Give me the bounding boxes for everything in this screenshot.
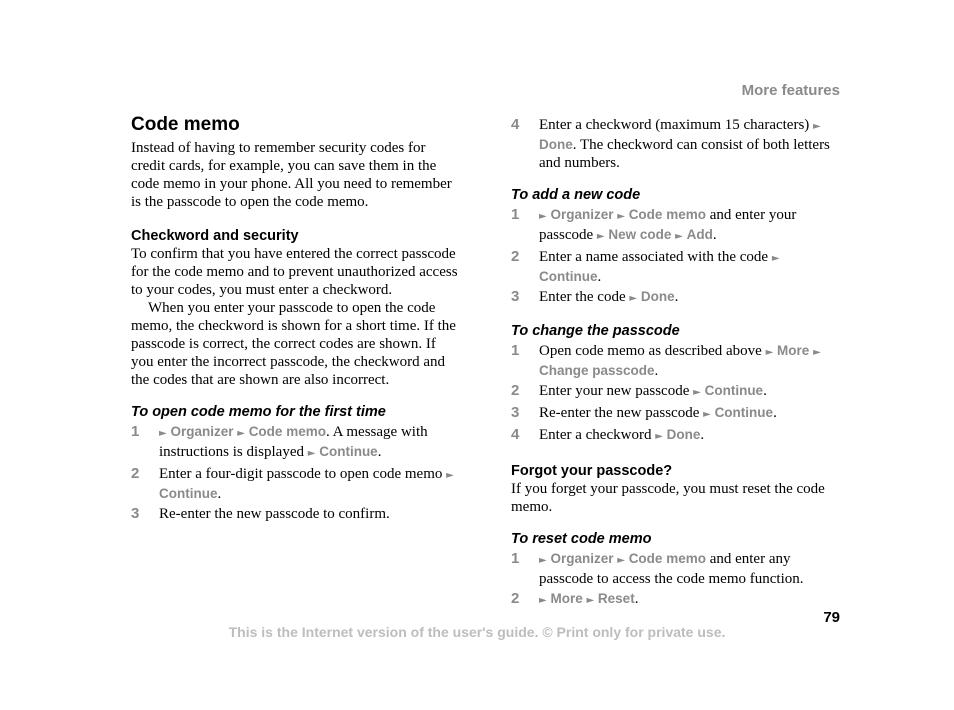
menu-item: Code memo <box>248 424 326 439</box>
add-code-step-1 <box>511 206 841 246</box>
arrow-right-icon: ► <box>617 555 625 566</box>
reset-step-2 <box>511 590 841 610</box>
menu-item: Done <box>539 137 573 152</box>
reset-step-1 <box>511 550 841 588</box>
page-title: Code memo <box>131 114 240 135</box>
menu-item: Reset <box>597 591 635 606</box>
add-code-heading: To add a new code <box>511 187 641 203</box>
arrow-right-icon: ► <box>237 428 245 439</box>
step-text: ► More ► Reset. <box>539 591 639 607</box>
menu-item: Continue <box>539 269 598 284</box>
forgot-passcode-heading: Forgot your passcode? <box>511 463 673 479</box>
step-number: 2 <box>511 590 520 607</box>
step-number: 1 <box>511 206 520 223</box>
step-text: Enter a checkword (maximum 15 characters) ► Done. The checkword can consist of both letters and numbers. <box>539 117 830 171</box>
checkword-paragraph-2: When you enter your passcode to open the code memo, the checkword is shown for a short time. If the passcode is correct, the correct codes are shown. If you enter the incorrect passcode, the checkword and the codes that are shown are also incorrect. <box>131 300 456 388</box>
arrow-right-icon: ► <box>586 595 595 606</box>
menu-item: More <box>550 591 583 606</box>
step-text: Enter a name associated with the code ► Continue. <box>539 249 780 285</box>
open-first-step-1 <box>131 423 461 463</box>
step-text: ► Organizer ► Code memo and enter any passcode to access the code memo function. <box>539 551 804 587</box>
step-number: 1 <box>511 550 520 567</box>
right-column <box>511 114 841 610</box>
step-number: 3 <box>131 505 140 522</box>
arrow-right-icon: ► <box>765 347 774 358</box>
change-passcode-step-2 <box>511 382 841 402</box>
step-text: Re-enter the new passcode to confirm. <box>159 506 390 522</box>
step-number: 2 <box>511 248 520 265</box>
step-text: ► Organizer ► Code memo and enter your passcode ► New code ► Add. <box>539 207 797 243</box>
menu-item: Organizer <box>550 207 614 222</box>
step-number: 2 <box>131 465 140 482</box>
add-code-step-2 <box>511 248 841 286</box>
menu-item: Change passcode <box>539 363 655 378</box>
step-number: 2 <box>511 382 520 399</box>
arrow-right-icon: ► <box>307 448 316 459</box>
change-passcode-step-4 <box>511 426 841 446</box>
arrow-right-icon: ► <box>539 555 547 566</box>
change-passcode-step-3 <box>511 404 841 424</box>
arrow-right-icon: ► <box>596 231 605 242</box>
menu-item: Add <box>686 227 713 242</box>
checkword-paragraph-1: To confirm that you have entered the correct passcode for the code memo and to prevent unauthorized access to your codes, you must enter a checkword. <box>131 246 458 298</box>
step-text: ► Organizer ► Code memo. A message with instructions is displayed ► Continue. <box>159 424 428 460</box>
arrow-right-icon: ► <box>629 293 638 304</box>
step-text: Enter a four-digit passcode to open code memo ► Continue. <box>159 466 454 502</box>
menu-item: Organizer <box>170 424 234 439</box>
arrow-right-icon: ► <box>539 211 547 222</box>
menu-item: Code memo <box>628 207 706 222</box>
menu-item: Code memo <box>628 551 706 566</box>
add-code-step-3 <box>511 288 841 308</box>
menu-item: Done <box>640 289 675 304</box>
arrow-right-icon: ► <box>693 387 701 398</box>
step-number: 1 <box>511 342 520 359</box>
step-text: Re-enter the new passcode ► Continue. <box>539 405 777 421</box>
step-number: 3 <box>511 288 520 305</box>
arrow-right-icon: ► <box>617 211 625 222</box>
step-number: 3 <box>511 404 520 421</box>
step-text: Enter your new passcode ► Continue. <box>539 383 767 399</box>
arrow-right-icon: ► <box>813 347 821 358</box>
arrow-right-icon: ► <box>813 121 821 132</box>
open-first-step-3 <box>131 505 461 523</box>
left-column <box>131 114 461 523</box>
arrow-right-icon: ► <box>771 253 780 264</box>
open-first-step-2 <box>131 465 461 503</box>
forgot-passcode-text: If you forget your passcode, you must reset the code memo. <box>511 481 825 515</box>
arrow-right-icon: ► <box>655 431 663 442</box>
arrow-right-icon: ► <box>159 428 167 439</box>
step-text: Open code memo as described above ► More ► Change passcode. <box>539 343 821 379</box>
arrow-right-icon: ► <box>703 409 711 420</box>
menu-item: Organizer <box>550 551 614 566</box>
menu-item: More <box>777 343 810 358</box>
menu-item: Continue <box>159 486 218 501</box>
arrow-right-icon: ► <box>446 470 454 481</box>
step-text: Enter the code ► Done. <box>539 289 679 305</box>
menu-item: Continue <box>704 383 764 398</box>
reset-heading: To reset code memo <box>511 531 652 547</box>
step-number: 1 <box>131 423 140 440</box>
page-number: 79 <box>823 609 840 626</box>
step-number: 4 <box>511 116 520 133</box>
menu-item: Continue <box>319 444 378 459</box>
running-header: More features <box>741 82 840 99</box>
step-number: 4 <box>511 426 520 443</box>
arrow-right-icon: ► <box>539 595 547 606</box>
checkword-heading: Checkword and security <box>131 228 299 244</box>
footer-notice: This is the Internet version of the user's guide. © Print only for private use. <box>228 624 726 640</box>
arrow-right-icon: ► <box>675 231 683 242</box>
menu-item: New code <box>608 227 672 242</box>
change-passcode-heading: To change the passcode <box>511 323 680 339</box>
open-first-heading: To open code memo for the first time <box>131 404 386 420</box>
open-first-step-4 <box>511 116 841 172</box>
step-text: Enter a checkword ► Done. <box>539 427 705 443</box>
menu-item: Continue <box>714 405 774 420</box>
change-passcode-step-1 <box>511 342 841 380</box>
intro-paragraph: Instead of having to remember security codes for credit cards, for example, you can save them in the code memo in your phone. All you need to remember is the passcode to open the code memo. <box>131 140 452 210</box>
menu-item: Done <box>666 427 701 442</box>
